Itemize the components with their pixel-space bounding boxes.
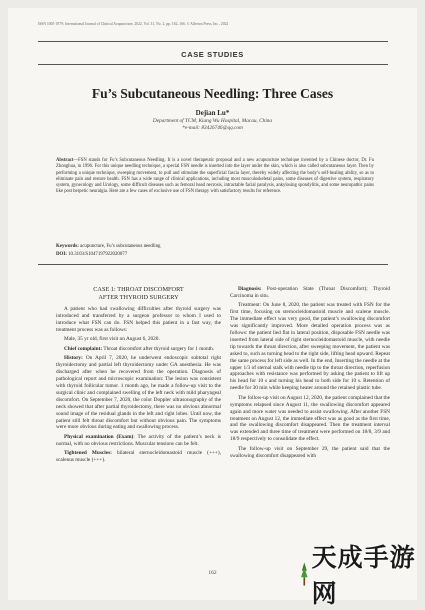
doi-text: 10.3103/S1047197922020077 [66,252,128,257]
case-heading-line2: AFTER THYROID SURGERY [98,293,179,301]
abstract-text: —FSN stands for Fu’s Subcutaneous Needling. It is a novel therapeutic proposal and a new acupuncture technique invented by a Chinese doctor, Dr. Fu Zhonghua, in 1996. For this unique needling technique, a special FSN needle is inserted into the layer under the skin, which is also called subcutaneous layer. Then by performing a unique technique, sweeping movement, to pull and stimulate the superficial fascia layer, thereby widely affecting the body’s self-healing ability, so as to eliminate pain and restore health. FSN has a wide range of clinical applications, including most musculoskeletal pains, some diseases of digestive system, respiratory system, gynecology and Urology, some difficult diseases such as femoral head necrosis, intractable facial paralysis, ankylosing spondylitis, and some neuropathic pains like post herpetic neuralgia. Here are a few cases of exclusive use of FSN therapy with satisfactory results for reference. [56,158,374,195]
followup-1: The follow-up visit on August 12, 2020, the patient complained that the symptoms relapsed since August 11, the swallowing discomfort appeared again and more water was needed to assist swallowing. After another FSN treatment on August 12, the immediate effect was as good as the first time, and the swallowing discomfort disappeared. Then the treatment interval was extended and three time of treatment were performed on 18/8, 3/9 and 18/9 respectively to consolidate the effect. [230,394,390,443]
site-watermark [301,543,419,608]
case-intro: A patient who had swallowing difficulties after thyroid surgery was introduced and transferred by a surgeon professor to whom I used to introduce what FSN can do. FSN helped this patient in a fast way, the treatment process was as follows: [56,306,221,333]
exam-label: Physical examination (Exam) [64,433,134,440]
exam-text: : The activity of the patient’s neck is normal, with no obvious restrictions. Muscular tensions can be felt. [56,433,221,447]
watermark-text: 天成手游网 [311,543,416,608]
section-label: CASE STUDIES [181,50,244,59]
doi [56,252,374,257]
tight-text: bilateral sternocleidomastoid muscle (+++), scalenus muscle (+++). [56,450,221,464]
treatment: Treatment: On June 8, 2020, the patient was treated with FSN for the first time, focusing on sternocleidomastoid muscle and scalene muscle. The immediate effect was very good, the patient’s swallowing discomfort was significantly improved. More detailed operation process was as follows: the patient lied flat in lateral position, disposable FSN needle was inserted from lateral side of right sternocleidomastoid muscle, with needle tip towards the throat direction, after sweeping movement, the patient was asked to, such as turning head to the right side, lifting head upward. Repeat the same process for left side as well. In the end, Inserting the needle at the upper 1/3 of sternal stalk with needle tip to the throat direction, reperfusion approaches with resistance was performed by asking the patient to lift up his head for 10 s and turning his head to both side for 10 s. Retention of needle for 30 min while keeping heater around the retained plastic tube. [230,302,390,392]
keywords-text: acupuncture, Fu’s subcutaneous needling [78,244,161,249]
diagnosis-text: Post-operation State (Throat Discomfort); Thyroid Carcinoma in situ. [230,286,390,299]
tightened-muscles [56,450,221,464]
history-label: History: [64,355,83,362]
right-column [230,286,390,462]
page-number: 162 [208,570,217,576]
patient-info: Male, 35 yr old, first visit on August 6, 2020. [64,336,160,343]
diagnosis-label: Diagnosis: [238,286,262,292]
diagnosis [230,286,390,300]
author-email: *e-mail: 83426746@qq.com [182,125,243,131]
chief-text: Throat discomfort after thyroid surgery for 1 month. [102,345,215,352]
chief-complaint [56,346,221,353]
followup-2: The follow-up visit on September 29, the patient said that the swallowing discomfort disappeared with [230,445,390,459]
abstract [56,158,374,196]
tree-logo-icon [301,558,308,590]
case-heading-line1: CASE 1: THROAT DISCOMFORT [93,286,184,293]
case-heading [56,286,221,301]
journal-page [8,8,417,600]
author-name: Dejian Lu* [195,109,230,117]
article-title: Fu’s Subcutaneous Needling: Three Cases [91,86,334,101]
abstract-label: Abstract [56,158,74,163]
journal-header: ISSN 1005-1979; International Journal of Clinical Acupuncture, 2022, Vol. 31, No. 2, pp. 162–166. © Allerton Press, Inc., 2022 [38,22,229,26]
history [56,355,221,431]
body-rule [38,264,388,265]
history-text: On April 7, 2020, he underwent endoscopic subtotal right thyroidectomy and partial left thyroidectomy under GA anesthesia. He was discharged after when he recovered from the operation. Diagnosis of pathological report and microscopic examination: The lesion was consistent with thyroid follicular tumor. 1 month ago, he made a follow-up visit to the surgical clinic and complained swelling of the left neck with mild pharyngeal discomfort. On September 7, 2020, the color Doppler ultrasonography of the neck showed that after partial thyroidectomy, there was no obvious abnormal sound image of the residual glands in the left and right lobes. Until now, the patient still felt throat discomfort but without obvious pain. The symptoms were more obvious during eating and swallowing process. [56,355,221,431]
physical-exam [56,434,221,448]
keywords-label: Keywords: [56,244,79,249]
keywords [56,244,374,250]
section-rule [38,64,388,65]
chief-label: Chief complaint: [64,345,103,352]
doi-label: DOI: [56,252,67,257]
tight-label: Tightened Muscles: [64,450,112,457]
author-affiliation: Department of TCM, Kiang Wu Hospital, Macau, China [152,118,273,124]
left-column [56,286,221,467]
top-rule [38,41,388,42]
